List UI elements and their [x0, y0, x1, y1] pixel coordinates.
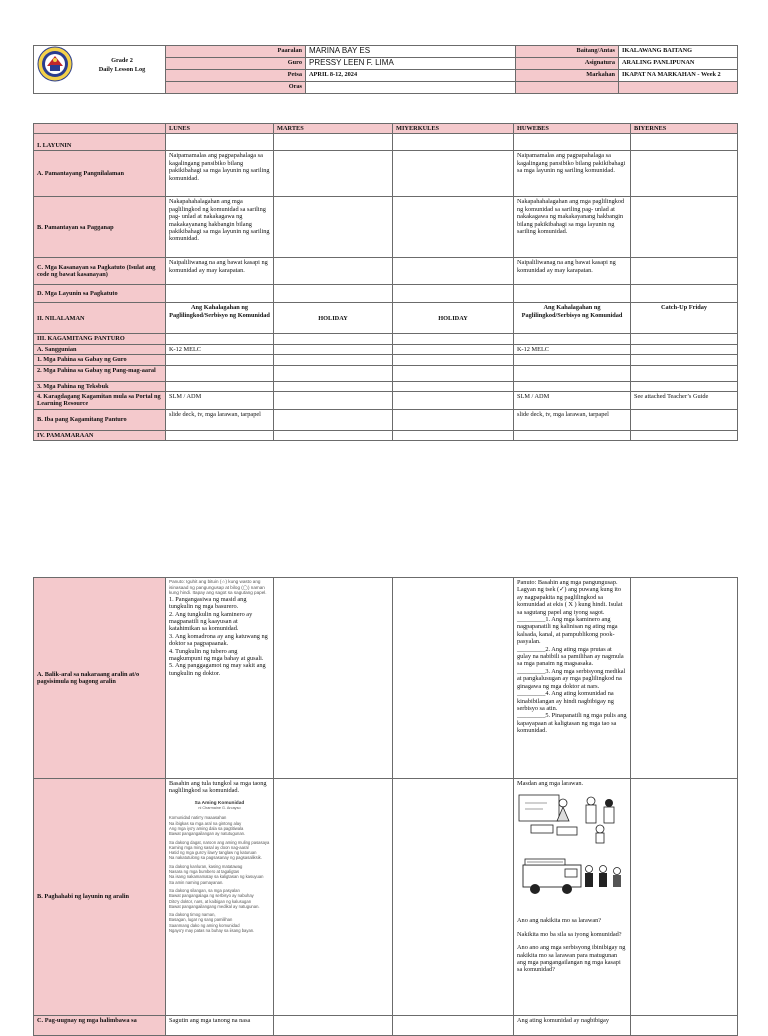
poem-stanza: Sa dakong timog naman, Basagan, lugar ng sang pamilihan Saanmang dako ng aming komunidad Ngayo'y may patas na buhay sa iisang bayan. [169, 912, 255, 934]
balik-aral-lunes [166, 578, 274, 779]
table-row [34, 151, 738, 197]
cell-text: K-12 MELC [166, 344, 274, 354]
cell-text: slide deck, tv, mga larawan, tarpapel [514, 409, 631, 430]
cell-text: slide deck, tv, mga larawan, tarpapel [166, 409, 274, 430]
header-value-oras [306, 82, 516, 94]
cell-text: Nakapahahalagahan ang mga paglilingkod ng komunidad sa sariling pag- unlad at nakakagawa ng makakayanang hakbangin bilang pakikibahagi sa mga layunin ng sariling komunidad. [514, 197, 631, 258]
community-workers-illustration [517, 791, 627, 911]
picture-question: Nakikita mo ba sila sa iyong komunidad? [517, 930, 622, 938]
paghahabi-huwebes [514, 779, 631, 1016]
cell-text: Sagutin ang mga tanong na nasa [166, 1016, 274, 1036]
header-value-baitang: IKALAWANG BAITANG [619, 46, 738, 58]
cell-text: Naipamamalas ang pagpapahalaga sa kagalingang pansibiko bilang pakikibahagi sa mga layunin ng sariling komunidad. [514, 151, 631, 197]
lesson-table [33, 123, 738, 441]
row-label-pag-uugnay: C. Pag-uugnay ng mga halimbawa sa [34, 1016, 166, 1036]
row-label-pamamaraan: IV. PAMAMARAAN [34, 430, 166, 440]
picture-question: Ano ano ang mga serbisyong ibinibigay ng nakikita mo sa larawan para matugunan ang mga pangangailangan ng mga kasapi sa komunidad? [517, 944, 626, 974]
balik-aral-huwebes: Panuto: Basahin ang mga pangungusap. Lagyan ng tsek (✓) ang puwang kung ito ay nagpapakita ng paglilingkod sa komunidad at ekis ( X ) kung hindi. Isulat sa sagutang papel ang iyong sagot. _________1. Ang mga kaminero ang nagpapanatili ng kalinisan ng ating mga kalsada, kanal, at pampublikong pook-pasyalan. _________2. Ang ating mga prutas at gulay na nabibili sa pamilihan ay nagmula sa mga panaim ng magsasaka. _________3. Ang mga serbisyong medikal at pangkalusugan ay mga paglilingkod na ginagawa ng mga doktor at nars. _________4. Ang ating komunidad na kinabibilangan ay hindi nagbibigay ng serbisyo sa atin. _________5. Pinapanatili ng mga pulis ang kapayapaan at kaligtasan ng mga tao sa komunidad. [514, 578, 631, 779]
row-label-gabay-guro: 1. Mga Pahina sa Gabay ng Guro [34, 355, 166, 365]
cell-text: Naipaliliwanag na ang bawat kasapi ng komunidad ay may karapatan. [166, 258, 274, 285]
row-label-teksbuk: 3. Mga Pahina ng Teksbuk [34, 381, 166, 391]
logo-cell [34, 46, 166, 94]
header-label-markahan: Markahan [516, 70, 619, 82]
table-row [34, 334, 738, 344]
row-label-nilalaman: II. NILALAMAN [34, 303, 166, 334]
cell-text: Naipaliliwanag na ang bawat kasapi ng komunidad ay may karapatan. [514, 258, 631, 285]
row-label-layunin-pagkatuto: D. Mga Layunin sa Pagkatuto [34, 285, 166, 303]
days-row [34, 124, 738, 134]
header-value-asignatura: ARALING PANLIPUNAN [619, 58, 738, 70]
header-label-guro: Guro [166, 58, 306, 70]
header-label-baitang: Baitang/Antas [516, 46, 619, 58]
table-row [34, 258, 738, 285]
table-row [34, 779, 738, 1016]
day-huwebes: HUWEBES [514, 124, 631, 134]
header-label-oras: Oras [166, 82, 306, 94]
header-blank-cell [516, 82, 619, 94]
poem-author: ni Charmaine G. Arcayso [198, 806, 241, 811]
row-label-sanggunian: A. Sanggunian [34, 344, 166, 354]
header-label-petsa: Petsa [166, 70, 306, 82]
poem-title: Sa Aming Komunidad [194, 800, 245, 806]
table-row [34, 134, 738, 151]
table-row [34, 303, 738, 334]
holiday-martes: HOLIDAY [274, 303, 393, 334]
cell-text: Naipamamalas ang pagpapahalaga sa kagalingang pansibiko bilang pakikibahagi sa mga layunin ng sariling komunidad. [166, 151, 274, 197]
header-value-petsa: APRIL 8-12, 2024 [306, 70, 516, 82]
table-row [34, 344, 738, 354]
picture-question: Ano ang nakikita mo sa larawan? [517, 917, 602, 925]
header-label-asignatura: Asignatura [516, 58, 619, 70]
poem-image [169, 801, 270, 934]
row-label-kasanayan: C. Mga Kasanayan sa Pagkatuto (Isulat ang code ng bawat kasanayan) [34, 258, 166, 285]
holiday-miyerkules: HOLIDAY [393, 303, 514, 334]
header-value-paaralan: MARINA BAY ES [306, 46, 516, 58]
poem-stanza: Sa dakong dagat, naroon ang aming muling pasasaya Kaming mga ming sasal ay doon nag-aaral Hatid ng mga guro'y ilaw'y tanglaw ng katuruan Na nakatutulong sa pagsasanay ng pagsasaliksik. [169, 839, 270, 861]
table-row [34, 285, 738, 303]
cell-text: SLM / ADM [514, 392, 631, 410]
row-label-iba-pang-kagamitan: B. Iba pang Kagamitang Panturo [34, 409, 166, 430]
row-label-balik-aral: A. Balik-aral sa nakaraang aralin at/o pagsisimula ng bagong aralin [34, 578, 166, 779]
balik-aral-instructions: Panuto: Iguhit ang bituin (☆) kung wasto ang isinasaad ng pangungusap at bilog (◯) naman kung hindi. Itapay ang sagot sa sagutang papel. [169, 579, 267, 596]
table-row [34, 392, 738, 410]
header-label-paaralan: Paaralan [166, 46, 306, 58]
table-row [34, 197, 738, 258]
topic-huwebes: Ang Kahalagahan ng Paglilingkod/Serbisyo ng Komunidad [514, 303, 631, 334]
row-label-gabay-mag-aaral: 2. Mga Pahina sa Gabay ng Pang-mag-aaral [34, 365, 166, 381]
row-label-paghahabi: B. Paghahabi ng layunin ng aralin [34, 779, 166, 1016]
cell-text: SLM / ADM [166, 392, 274, 410]
day-miyerkules: MIYERKULES [393, 124, 514, 134]
poem-stanza: Sa dakong silangan, sa mga pasyalan Bawat pangangalaga ng serbisyo ay nabuhay Dito'y doktor, nars, at kaibigan ng kalusugan Bawat pangangailangang medikal ay natugunan. [169, 887, 260, 909]
table-row [34, 578, 738, 779]
catch-up-friday: Catch-Up Friday [631, 303, 738, 334]
header-value-guro: PRESSY LEEN F. LIMA [306, 58, 516, 70]
pictures-intro: Masdan ang mga larawan. [517, 780, 584, 787]
cell-text: Ang ating komunidad ay nagbibigay [514, 1016, 631, 1036]
poem-stanza: Komunidad natin'y maaasahan Na ibigkas sa mga aral na gintong alay Ang mga iyo'y aming dala sa pagtitiwala Bawat pangangailangan ay natutugunan. [169, 815, 246, 837]
day-martes: MARTES [274, 124, 393, 134]
table-row [34, 1016, 738, 1036]
poem-stanza: Sa dakong kanluran, kasing matatawag Nasara ng mga bumbero at tagaligtas Na isang nakamamatay sa kaligtasan ng kasuyuan Sa amin naming pamayanan. [169, 863, 264, 885]
header-value-markahan: IKAPAT NA MARKAHAN - Week 2 [619, 70, 738, 82]
days-corner [34, 124, 166, 134]
row-label-kagamitan: III. KAGAMITANG PANTURO [34, 334, 166, 344]
topic-lunes: Ang Kahalagahan ng Paglilingkod/Serbisyo ng Komunidad [166, 303, 274, 334]
table-row [34, 430, 738, 440]
cell-text: Nakapahahalagahan ang mga paglilingkod ng komunidad sa sariling pag- unlad at nakakagawa ng makakayanang hakbangin bilang pakikibahagi sa mga layunin ng sariling komunidad. [166, 197, 274, 258]
lesson-table-procedure [33, 577, 738, 1036]
table-row [34, 365, 738, 381]
day-lunes: LUNES [166, 124, 274, 134]
row-label-pamantayan-pagganap: B. Pamantayan sa Pagganap [34, 197, 166, 258]
grade-label: Grade 2 [111, 57, 133, 64]
cell-text: K-12 MELC [514, 344, 631, 354]
balik-aral-list: 1. Pangangasiwa ng masid ang tungkulin ng mga basurero. 2. Ang tungkulin ng kaminero ay magpanatili ng kaayusan at katahimikan sa komunidad. 3. Ang komadrona ay ang katuwang ng doktor sa pagpapaanak. 4. Tungkulin ng tubero ang magkumpuni ng mga bahay at gusali. 5. Ang panggagamot ng may sakit ang tungkulin ng doktor. [169, 595, 268, 677]
day-biyernes: BIYERNES [631, 124, 738, 134]
row-label-karagdagang-kagamitan: 4. Karagdagang Kagamitan mula sa Portal ng Learning Resource [34, 392, 166, 410]
poem-intro: Basahin ang tula tungkol sa mga taong naglilingkod sa komunidad. [169, 780, 267, 795]
header-blank-cell [619, 82, 738, 94]
table-row [34, 381, 738, 391]
table-row [34, 355, 738, 365]
section-layunin: I. LAYUNIN [34, 134, 166, 151]
cell-text: See attached Teacher’s Guide [631, 392, 738, 410]
row-label-pamantayang-pangnilalaman: A. Pamantayang Pangnilalaman [34, 151, 166, 197]
deped-seal-icon [37, 46, 73, 82]
lesson-log-header [33, 45, 738, 94]
log-title: Daily Lesson Log [98, 66, 146, 73]
paghahabi-lunes [166, 779, 274, 1016]
table-row [34, 409, 738, 430]
